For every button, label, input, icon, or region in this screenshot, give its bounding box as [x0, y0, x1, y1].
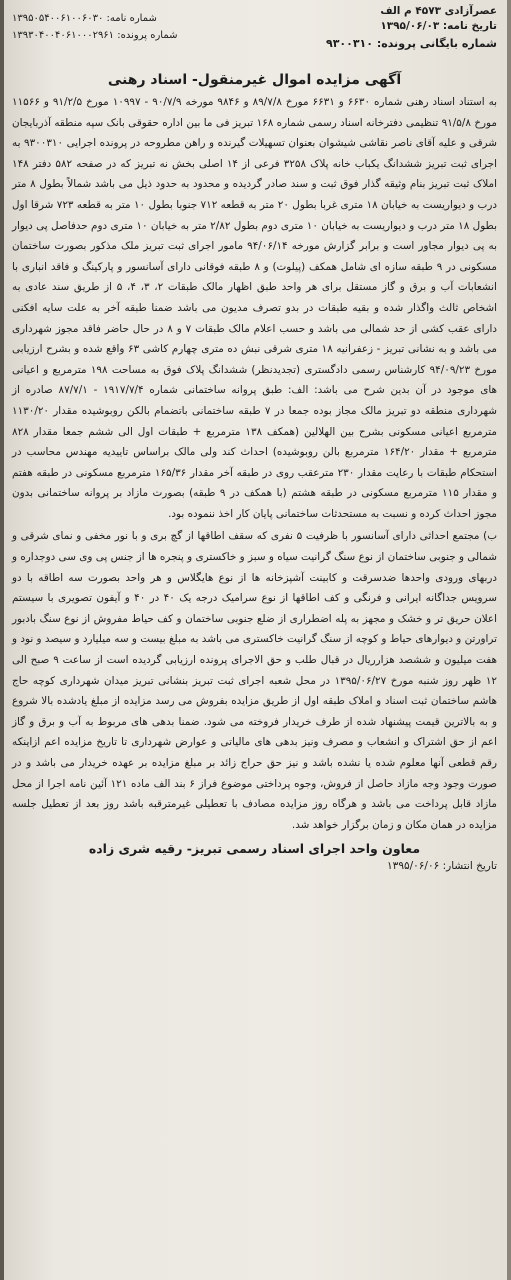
publisher-code: عصرآزادی ۴۵۷۳ م الف [380, 5, 497, 17]
file-number-line [12, 27, 177, 44]
paragraph-auction-terms: ب) مجتمع احداثی دارای آسانسور با ظرفیت ۵ نفری که سقف اطاقها از گچ بری و با نور مخفی و نمای شرقی و شمالی و جنوبی ساختمان از نوع سنگ گرانیت سیاه و سبز و خاکستری و پنجره ها از جنس پی وی سی دوجداره و دربهای ورودی واحدها ضدسرقت و کابینت آشپزخانه ها از نوع هایگلاس و هر واحد بصورت سه اطاقه با دو سرویس جداگانه ایرانی و فرنگی و کف اطاقها از نوع سرامیک درجه یک ۴۰ در ۴۰ و آیفون تصویری با سیستم اعلان حریق تر و خشک و مجهز به پله اضطراری از ضلع جنوبی ساختمان و کف حیاط مفروش از نوع سنگ بادبور تراورتن و دیوارهای حیاط و کوچه از سنگ گرانیت خاکستری می باشد به مبلغ بیست و سه میلیارد و سیصد و نود و هفت میلیون و ششصد هزارریال در قبال طلب و حق الاجرای پرونده ارزیابی گردیده است از ساعت ۹ صبح الی ۱۲ ظهر روز شنبه مورخ ۱۳۹۵/۰۶/۲۷ در محل شعبه اجرای ثبت تبریز بنشانی تبریز میدان شهرداری کوچه حاج هاشم ساختمان ثبت اسناد و املاک طبقه اول از طریق مزایده بفروش می رسد مزایده از مبلغ یادشده بالا شروع و به بالاترین قیمت پیشنهاد شده از طرف خریدار فروخته می شود. ضمنا بدهی های مربوط به آب و برق و گاز اعم از حق اشتراک و انشعاب و مصرف ونیز بدهی های مالیاتی و عوارض شهرداری تا تاریخ مزایده اعم ازاینکه رقم قطعی آنها معلوم شده یا نشده باشد و نیز حق حراج زائد بر مبلغ مزایده بر عهده خریدار می باشد و در صورت وجود وجه مازاد حاصل از فروش، وجوه پرداختی موضوع فراز ۶ بند الف ماده ۱۲۱ آئین نامه اجرا از محل مازاد قابل پرداخت می باشد و هرگاه روز مزایده مصادف با تعطیلی غیرمترقبه باشد روز بعد از تعطیل جلسه مزایده در همان مکان و زمان برگزار خواهد شد. [12, 530, 497, 831]
notice-body [12, 92, 497, 835]
letter-number-label: شماره نامه: [106, 13, 157, 24]
archive-number: شماره بایگانی پرونده: ۹۳۰۰۳۱۰ [325, 37, 497, 50]
letter-number: ۱۳۹۵۰۵۴۰۰۶۱۰۰۶۰۳۰ [12, 13, 104, 24]
newspaper-clipping [4, 0, 507, 1280]
paragraph-property-description: به استناد اسناد رهنی شماره ۶۶۳۰ و ۶۶۳۱ مورخ ۸۹/۷/۸ و ۹۸۴۶ مورخه ۹۰/۷/۹ - ۱۰۹۹۷ مورخ ۹۱/۲/۵ و ۱۱۵۶۶ مورخ ۹۱/۵/۸ تنظیمی دفترخانه اسناد رسمی شماره ۱۶۸ تبریز فی ما بین اداره حقوقی بانک سپه منطقه آذربایجان شرقی و علیه آقای ناصر نقاشی شیشوان بعنوان تسهیلات گیرنده و راهن مطروحه در پرونده اجرایی ۹۳۰۰۳۱۰ به اجرای ثبت تبریز ششدانگ یکباب خانه پلاک ۳۲۵۸ فرعی از ۱۴ اصلی بخش نه تبریز که در صفحه ۵۸۲ دفتر ۱۴۸ املاک ثبت تبریز بنام وثیقه گذار فوق ثبت و سند صادر گردیده و محدود به حدود ذیل می باشد شمالاً بطول ۸ متر درب و دیواریست به خیابان ۱۸ متری غربا بطول ۲۰ متر به قطعه ۷۱۲ جنوبا بطول ۱۰ متر به قطعه ۷۲۳ شرقا اول بطول ۱۸ متر درب و دیواریست به خیابان ۱۰ متری دوم بطول ۲/۸۲ متر به خیابان ۱۰ متری دوم حدفاصل پی دیوار به پی دیوار مجاور است و برابر گزارش مورخه ۹۴/۰۶/۱۴ مامور اجرای ثبت تبریز ملک مذکور بصورت ساختمان مسکونی در ۹ طبقه سازه ای شامل همکف (پیلوت) و ۸ طبقه فوقانی دارای آسانسور و پارکینگ و فاقد انباری با انشعابات آب و برق و گاز مستقل برای هر واحد طبق اظهار مالک طبقات ۲، ۳، ۴، ۵ از طریق سند عادی به اشخاص ثالث واگذار شده و بقیه طبقات در بدو تصرف مدیون می باشد ضمنا طبقه آخر به علت سایه افکنی دارای عقب کشی از حد شمالی می باشد و حسب اعلام مالک طبقات ۷ و ۸ در حال حاضر فاقد مجوز شهرداری می باشد و به نشانی تبریز - زعفرانیه ۱۸ متری شرقی نبش ده متری چهارم کاشی ۶۳ واقع شده و بشرح ارزیابی مورخ ۹۴/۰۹/۲۳ کارشناس رسمی دادگستری (تجدیدنظر) ششدانگ پلاک فوق به مساحت ۱۹۸ مترمربع و اعیانی های موجود در آن بدین شرح می باشد: الف: طبق پروانه ساختمانی شماره ۱۹۱۷/۷/۴ - ۸۷/۷/۱ صادره از شهرداری منطقه دو تبریز مالک مجاز بوده جمعا در ۷ طبقه ساختمانی باتضمام بالکن روبوشیده مقدار ۱۱۳۰/۲۰ مترمربع اعیانی مسکونی بشرح بین الهلالین (همکف ۱۳۸ مترمربع + طبقات اول الی ششم جمعا مقدار ۸۲۸ مترمربع + مقدار ۱۶۴/۲۰ مترمربع بالن روبوشیده) احداث کند ولی مالک براساس تاییدیه مهندس محاسب در استحکام طبقات با رعایت مقدار ۲۳۰ مترعقب روی در طبقه آخر مقدار ۱۶۵/۳۶ مترمربع مسکونی در طبقه هفتم و مقدار ۱۱۵ مترمربع مسکونی در طبقه هشتم (با همکف در ۹ طبقه) بصورت مازاد بر پروانه ساختمانی بدون مجوز احداث کرده و نسبت به مستحدثات ساختمانی پایان کار اخذ ننموده بود. [12, 96, 498, 520]
header-right [326, 4, 497, 51]
notice-title: آگهی مزایده اموال غیرمنقول- اسناد رهنی [107, 72, 402, 88]
signature: معاون واحد اجرای اسناد رسمی تبریز- رقیه شری زاده [88, 841, 421, 857]
notice-header [12, 4, 497, 68]
letter-number-line [12, 10, 177, 27]
file-number: ۱۳۹۳۰۴۰۰۴۰۶۱۰۰۰۲۹۶۱ [12, 30, 115, 41]
file-number-label: شماره پرونده: [117, 30, 178, 41]
letter-date: تاریخ نامه: ۱۳۹۵/۰۶/۰۳ [380, 20, 497, 32]
publish-date: تاریخ انتشار: ۱۳۹۵/۰۶/۰۶ [387, 860, 497, 873]
header-left [12, 4, 177, 44]
